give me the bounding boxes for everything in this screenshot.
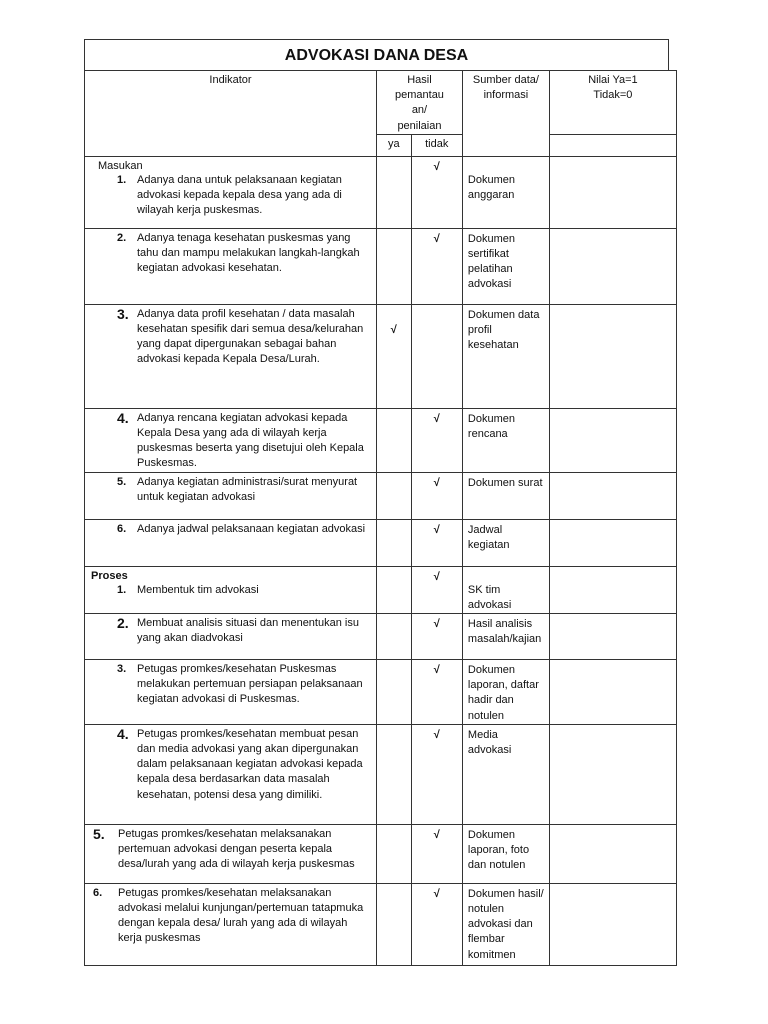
source-cell (462, 660, 549, 725)
header-ya: ya (377, 134, 412, 156)
item-number: 5. (93, 825, 105, 842)
tidak-cell (411, 304, 462, 408)
score-cell (549, 519, 676, 566)
item-text: Petugas promkes/kesehatan melaksanakan advokasi melalui kunjungan/pertemuan tatapmuka dengan kepala desa/ lurah yang ada di wilayah kerja puskesmas (118, 886, 364, 945)
source-cell (462, 614, 549, 660)
ya-cell (377, 519, 412, 566)
indicator-cell (85, 408, 377, 472)
item-number: 6. (93, 886, 103, 899)
ya-cell (377, 472, 412, 519)
tidak-cell: √ (411, 883, 462, 965)
indicator-cell (85, 614, 377, 660)
ya-cell (377, 566, 412, 613)
header-sumber (462, 71, 549, 157)
header-hasil (377, 71, 463, 135)
score-cell (549, 228, 676, 304)
header-sumber-label: Sumber data/ informasi (472, 74, 539, 102)
indicator-cell (85, 304, 377, 408)
source-text: Dokumen laporan, foto dan notulen (467, 828, 530, 872)
tidak-cell: √ (411, 724, 462, 824)
ya-cell (377, 228, 412, 304)
score-cell (549, 614, 676, 660)
item-text: Petugas promkes/kesehatan membuat pesan dan media advokasi yang akan dipergunakan dalam pelaksanaan kegiatan advokasi kepada kepala desa berdasarkan data masalah kesehatan, potensi desa yang dimiliki. (137, 727, 363, 801)
source-text: Dokumen data profil kesehatan (467, 308, 540, 352)
indicator-cell (85, 883, 377, 965)
item-number: 1. (117, 583, 127, 596)
tidak-cell: √ (411, 228, 462, 304)
source-text: Dokumen anggaran (467, 173, 515, 202)
item-text: Petugas promkes/kesehatan Puskesmas melakukan pertemuan persiapan pelaksanaan kegiatan advokasi di Puskesmas. (137, 663, 363, 706)
table-row (85, 472, 677, 519)
header-nilai-line1: Nilai Ya=1 (588, 74, 638, 86)
source-text: Jadwal kegiatan (467, 523, 510, 551)
item-text: Adanya dana untuk pelaksanaan kegiatan advokasi kepada kepala desa yang ada di wilayah kerja puskesmas. (137, 173, 342, 217)
item-number: 3. (117, 305, 129, 322)
item-text: Adanya tenaga kesehatan puskesmas yang tahu dan mampu melakukan langkah-langkah kegiatan advokasi kesehatan. (137, 231, 360, 275)
source-text: SK tim advokasi (467, 583, 512, 611)
ya-cell (377, 724, 412, 824)
item-number: 5. (117, 475, 127, 488)
source-cell (462, 724, 549, 824)
source-text: Hasil analisis masalah/kajian (467, 618, 542, 646)
header-tidak: tidak (411, 134, 462, 156)
item-text: Petugas promkes/kesehatan melaksanakan pertemuan advokasi dengan peserta kepala desa/lurah yang ada di wilayah kerja puskesmas (118, 827, 355, 871)
source-text: Dokumen surat (467, 476, 543, 489)
ya-cell (377, 660, 412, 725)
header-nilai-empty (549, 134, 676, 156)
indicator-table (84, 70, 677, 966)
ya-cell (377, 824, 412, 883)
score-cell (549, 472, 676, 519)
indicator-cell (85, 156, 377, 228)
source-cell (462, 304, 549, 408)
table-row (85, 228, 677, 304)
tidak-cell: √ (411, 824, 462, 883)
indicator-cell (85, 824, 377, 883)
table-row (85, 304, 677, 408)
table-row (85, 408, 677, 472)
source-cell (462, 566, 549, 613)
score-cell (549, 660, 676, 725)
table-row (85, 614, 677, 660)
score-cell (549, 883, 676, 965)
table-row (85, 660, 677, 725)
tidak-cell: √ (411, 408, 462, 472)
item-number: 6. (117, 522, 127, 535)
tidak-cell: √ (411, 566, 462, 613)
item-text: Adanya kegiatan administrasi/surat menyurat untuk kegiatan advokasi (137, 475, 358, 503)
table-row (85, 724, 677, 824)
indicator-cell (85, 724, 377, 824)
header-nilai (549, 71, 676, 135)
indicator-cell (85, 566, 377, 613)
header-hasil-label: Hasil pemantau an/ penilaian (395, 74, 444, 132)
header-row (85, 71, 677, 135)
source-cell (462, 228, 549, 304)
item-text: Adanya data profil kesehatan / data masalah kesehatan spesifik dari semua desa/kelurahan yang dapat dipergunakan sebagai bahan advokasi kepada Kepala Desa/Lurah. (137, 307, 364, 366)
table-row (85, 156, 677, 228)
item-number: 1. (117, 173, 127, 186)
item-number: 2. (117, 231, 127, 244)
indicator-cell (85, 519, 377, 566)
section-masukan: Masukan (98, 159, 143, 172)
indicator-cell (85, 660, 377, 725)
indicator-cell (85, 228, 377, 304)
document-title: ADVOKASI DANA DESA (84, 39, 669, 70)
source-text: Dokumen rencana (467, 412, 515, 441)
source-text: Dokumen sertifikat pelatihan advokasi (467, 232, 515, 291)
ya-cell: √ (377, 304, 412, 408)
source-cell (462, 472, 549, 519)
score-cell (549, 824, 676, 883)
table-row (85, 824, 677, 883)
tidak-cell: √ (411, 156, 462, 228)
source-cell (462, 883, 549, 965)
score-cell (549, 156, 676, 228)
item-number: 4. (117, 409, 129, 426)
item-text: Membuat analisis situasi dan menentukan isu yang akan diadvokasi (137, 617, 359, 645)
ya-cell (377, 614, 412, 660)
item-text: Membentuk tim advokasi (137, 583, 259, 596)
item-number: 2. (117, 615, 129, 632)
table-row (85, 519, 677, 566)
source-text: Media advokasi (467, 728, 512, 757)
source-cell (462, 519, 549, 566)
item-number: 3. (117, 663, 127, 676)
score-cell (549, 724, 676, 824)
header-nilai-line2: Tidak=0 (593, 89, 633, 102)
item-number: 4. (117, 725, 129, 742)
ya-cell (377, 883, 412, 965)
tidak-cell: √ (411, 472, 462, 519)
score-cell (549, 566, 676, 613)
source-cell (462, 408, 549, 472)
source-cell (462, 824, 549, 883)
source-text: Dokumen hasil/ notulen advokasi dan flembar komitmen (467, 887, 544, 961)
table-row (85, 566, 677, 613)
table-row (85, 883, 677, 965)
item-text: Adanya jadwal pelaksanaan kegiatan advokasi (137, 522, 366, 535)
indicator-cell (85, 472, 377, 519)
tidak-cell: √ (411, 519, 462, 566)
score-cell (549, 304, 676, 408)
ya-cell (377, 408, 412, 472)
section-proses: Proses (91, 569, 128, 582)
header-indikator: Indikator (85, 71, 377, 157)
source-cell (462, 156, 549, 228)
source-text: Dokumen laporan, daftar hadir dan notulen (467, 664, 539, 722)
tidak-cell: √ (411, 614, 462, 660)
score-cell (549, 408, 676, 472)
ya-cell (377, 156, 412, 228)
tidak-cell: √ (411, 660, 462, 725)
item-text: Adanya rencana kegiatan advokasi kepada Kepala Desa yang ada di wilayah kerja puskesmas beserta yang disetujui oleh Kepala Puskesmas. (137, 411, 364, 470)
